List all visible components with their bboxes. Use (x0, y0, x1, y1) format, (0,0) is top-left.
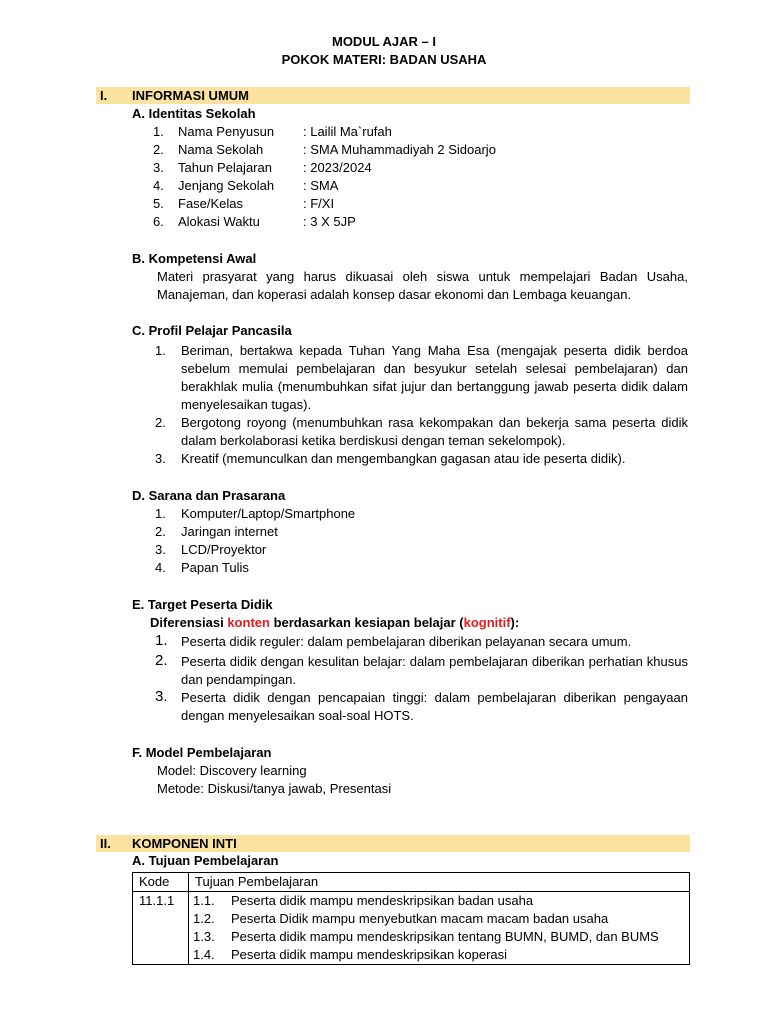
list-num: 3. (155, 451, 166, 466)
list-num: 1. (153, 124, 164, 139)
profil-item: Bergotong royong (menumbuhkan rasa kekompakan dan bekerja sama peserta didik dalam berkolaborasi ketika berdiskusi dengan teman sekelompok). (181, 415, 688, 448)
tujuan-item (193, 892, 683, 910)
tujuan-num: 1.3. (193, 929, 215, 944)
identitas-key: Jenjang Sekolah (178, 178, 275, 193)
table-header-kode: Kode (133, 873, 189, 892)
tujuan-text: Peserta didik mampu mendeskripsikan badan usaha (231, 893, 534, 908)
tujuan-num: 1.2. (193, 911, 215, 926)
list-num: 2. (155, 652, 168, 669)
section-number: II. (100, 836, 111, 851)
list-num: 1. (155, 632, 168, 649)
list-num: 3. (153, 160, 164, 175)
document-subtitle: POKOK MATERI: BADAN USAHA (281, 52, 487, 67)
tujuan-text: Peserta didik mampu mendeskripsikan koperasi (231, 947, 508, 962)
diferensiasi-text: berdasarkan kesiapan belajar ( (269, 615, 464, 630)
tujuan-num: 1.4. (193, 947, 215, 962)
list-num: 1. (155, 343, 166, 358)
target-peserta-heading: E. Target Peserta Didik (132, 597, 273, 612)
identitas-value: : Lailil Ma`rufah (303, 124, 392, 139)
section-label: INFORMASI UMUM (132, 88, 249, 103)
identitas-key: Fase/Kelas (178, 196, 244, 211)
list-num: 5. (153, 196, 164, 211)
list-num: 2. (155, 415, 166, 430)
diferensiasi-text: ): (510, 615, 520, 630)
kompetensi-awal-heading: B. Kompetensi Awal (132, 251, 257, 266)
target-item: Peserta didik dengan kesulitan belajar: dalam pembelajaran diberikan perhatian khusus dan pendampingan. (181, 654, 688, 687)
tujuan-pembelajaran-table (132, 872, 690, 965)
list-num: 3. (155, 542, 166, 557)
identitas-key: Nama Penyusun (178, 124, 275, 139)
document-title: MODUL AJAR – I (331, 34, 436, 49)
tujuan-pembelajaran-heading: A. Tujuan Pembelajaran (132, 853, 279, 868)
list-num: 6. (153, 214, 164, 229)
profil-item: Beriman, bertakwa kepada Tuhan Yang Maha Esa (mengajak peserta didik berdoa sebelum memulai pembelajaran dan besyukur setelah selesai pembelajaran) dan berakhlak mulia (menumbuhkan sifat jujur dan bertanggung jawab peserta didik dalam menyelesaikan tugas). (181, 343, 688, 412)
sarana-item: Komputer/Laptop/Smartphone (181, 506, 356, 521)
target-item: Peserta didik reguler: dalam pembelajaran diberikan pelayanan secara umum. (181, 634, 632, 649)
list-num: 4. (153, 178, 164, 193)
table-cell-kode: 11.1.1 (133, 892, 189, 965)
identitas-key: Tahun Pelajaran (178, 160, 272, 175)
model-pembelajaran-heading: F. Model Pembelajaran (132, 745, 272, 760)
tujuan-num: 1.1. (193, 893, 215, 908)
table-header-tujuan: Tujuan Pembelajaran (189, 873, 690, 892)
section-number: I. (100, 88, 108, 103)
tujuan-item (193, 946, 683, 964)
sarana-item: Jaringan internet (181, 524, 278, 539)
model-text: Model: Discovery learning (157, 763, 307, 778)
identitas-key: Nama Sekolah (178, 142, 264, 157)
list-num: 3. (155, 688, 168, 705)
kompetensi-awal-text: Materi prasyarat yang harus dikuasai oleh siswa untuk mempelajari Badan Usaha, Manajeman, dan koperasi adalah konsep dasar ekonomi dan Lembaga keuangan. (157, 269, 688, 302)
identitas-value: : SMA (303, 178, 339, 193)
identitas-value: : F/XI (303, 196, 335, 211)
list-num: 2. (153, 142, 164, 157)
section-label: KOMPONEN INTI (132, 836, 237, 851)
metode-text: Metode: Diskusi/tanya jawab, Presentasi (157, 781, 392, 796)
list-num: 2. (155, 524, 166, 539)
diferensiasi-subheading (150, 614, 519, 632)
profil-item: Kreatif (memunculkan dan mengembangkan gagasan atau ide peserta didik). (181, 451, 626, 466)
konten-highlight: konten (227, 615, 270, 630)
table-cell-tujuan (189, 892, 690, 965)
tujuan-text: Peserta didik mampu mendeskripsikan tentang BUMN, BUMD, dan BUMS (231, 929, 659, 944)
section-informasi-umum-bar (96, 87, 690, 104)
sarana-item: Papan Tulis (181, 560, 249, 575)
table-header-row (133, 873, 690, 892)
tujuan-text: Peserta Didik mampu menyebutkan macam macam badan usaha (231, 911, 609, 926)
kognitif-highlight: kognitif (463, 615, 511, 630)
identitas-value: : 3 X 5JP (303, 214, 356, 229)
target-item: Peserta didik dengan pencapaian tinggi: dalam pembelajaran diberikan pengayaan dengan menyelesaikan soal-soal HOTS. (181, 690, 688, 723)
identitas-key: Alokasi Waktu (178, 214, 260, 229)
section-komponen-inti-bar (96, 835, 690, 852)
sarana-prasarana-heading: D. Sarana dan Prasarana (132, 488, 286, 503)
diferensiasi-text: Diferensiasi (150, 615, 228, 630)
list-num: 4. (155, 560, 166, 575)
identitas-value: : 2023/2024 (303, 160, 372, 175)
profil-pelajar-heading: C. Profil Pelajar Pancasila (132, 323, 292, 338)
table-row (133, 892, 690, 965)
tujuan-item (193, 910, 683, 928)
identitas-value: : SMA Muhammadiyah 2 Sidoarjo (303, 142, 496, 157)
identitas-sekolah-heading: A. Identitas Sekolah (132, 106, 256, 121)
sarana-item: LCD/Proyektor (181, 542, 267, 557)
tujuan-item (193, 928, 683, 946)
list-num: 1. (155, 506, 166, 521)
